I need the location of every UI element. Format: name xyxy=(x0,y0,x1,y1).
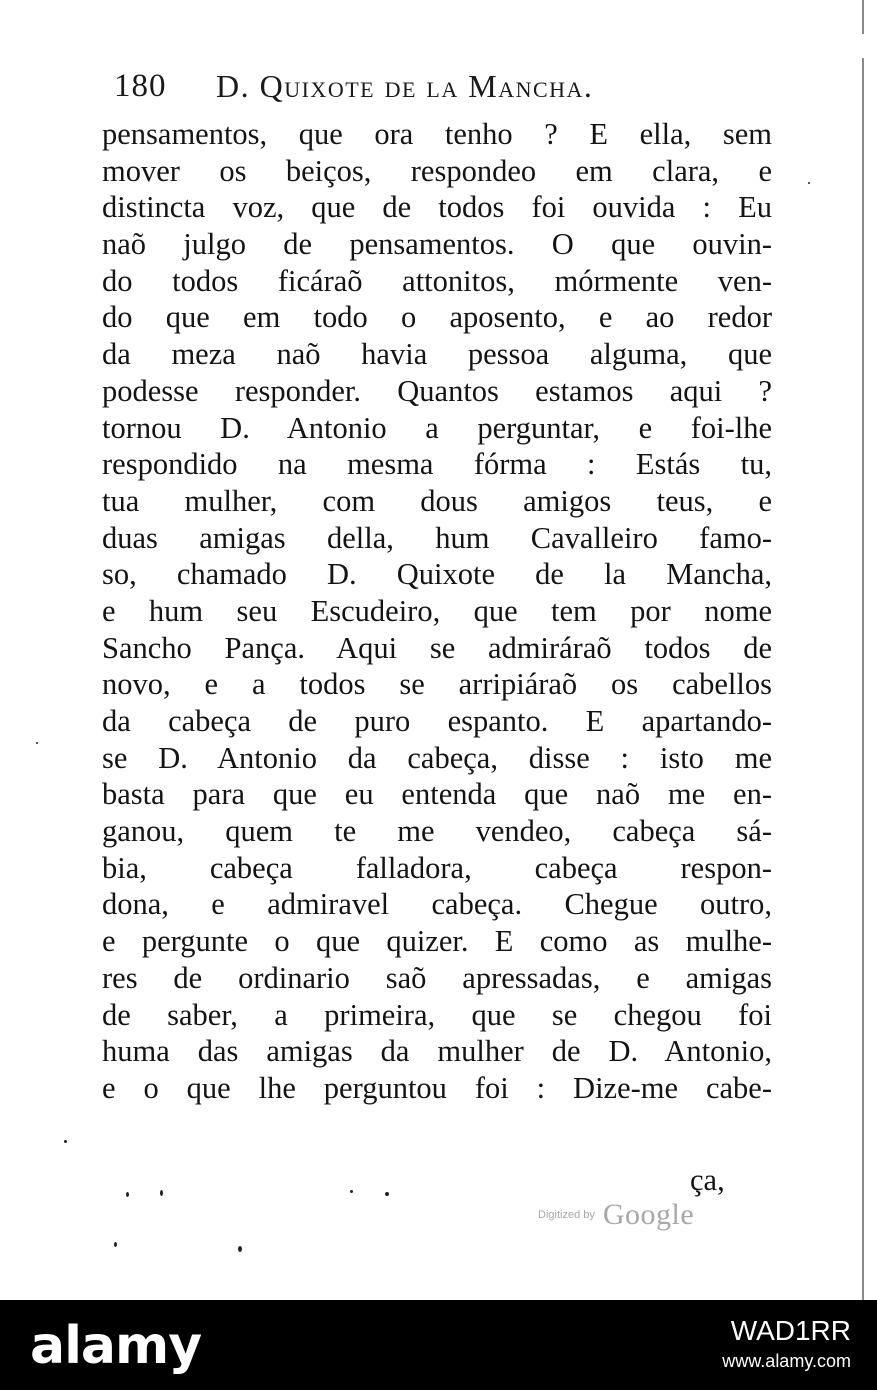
text-line: mover os beiços, respondeo em clara, e xyxy=(102,153,772,188)
text-line: bia, cabeça falladora, cabeça respon- xyxy=(102,850,772,885)
text-line: tua mulher, com dous amigos teus, e xyxy=(102,483,772,518)
alamy-logo: alamy xyxy=(30,1316,202,1376)
page-edge-line xyxy=(862,0,864,1300)
watermark-url: www.alamy.com xyxy=(722,1351,851,1371)
text-line: podesse responder. Quantos estamos aqui ? xyxy=(102,373,772,408)
text-line: e o que lhe perguntou foi : Dize-me cabe- xyxy=(102,1070,772,1105)
text-line: basta para que eu entenda que naõ me en- xyxy=(102,777,772,812)
text-line: novo, e a todos se arripiáraõ os cabellos xyxy=(102,667,772,702)
text-line: so, chamado D. Quixote de la Mancha, xyxy=(102,557,772,592)
text-line: se D. Antonio da cabeça, disse : isto me xyxy=(102,740,772,775)
text-line: pensamentos, que ora tenho ? E ella, sem xyxy=(102,117,772,151)
text-line: de saber, a primeira, que se chegou foi xyxy=(102,997,772,1032)
watermark-info xyxy=(722,1314,851,1374)
text-line: respondido na mesma fórma : Estás tu, xyxy=(102,447,772,482)
stock-watermark-bar xyxy=(0,1300,877,1390)
digitized-by-google xyxy=(538,1198,694,1232)
text-line: huma das amigas da mulher de D. Antonio, xyxy=(102,1034,772,1069)
ink-speck xyxy=(808,182,810,184)
ink-speck xyxy=(114,1242,117,1247)
page-header xyxy=(108,62,798,110)
text-line: e pergunte o que quizer. E como as mulhe- xyxy=(102,924,772,959)
text-line: ganou, quem te me vendeo, cabeça sá- xyxy=(102,814,772,849)
ink-speck xyxy=(64,1140,67,1143)
image-id: WAD1RR xyxy=(730,1315,851,1346)
ink-speck xyxy=(350,1190,353,1193)
text-line: do todos ficáraõ attonitos, mórmente ven- xyxy=(102,263,772,298)
text-line: da cabeça de puro espanto. E apartando- xyxy=(102,704,772,738)
ink-speck xyxy=(36,742,38,744)
ink-speck xyxy=(126,1192,129,1197)
body-text xyxy=(102,116,772,1107)
digitized-by-label: Digitized by xyxy=(538,1209,595,1221)
running-title: D. Quixote de la Mancha. xyxy=(216,68,594,104)
ink-speck xyxy=(160,1190,163,1196)
page-number: 180 xyxy=(114,68,167,104)
text-line: Sancho Pança. Aqui se admiráraõ todos de xyxy=(102,630,772,665)
text-line: da meza naõ havia pessoa alguma, que xyxy=(102,337,772,372)
text-line: duas amigas della, hum Cavalleiro famo- xyxy=(102,520,772,555)
google-logo: Google xyxy=(602,1198,695,1231)
text-line: e hum seu Escudeiro, que tem por nome xyxy=(102,593,772,628)
page-edge-gap xyxy=(858,34,868,58)
ink-speck xyxy=(238,1246,242,1252)
text-line: tornou D. Antonio a perguntar, e foi-lhe xyxy=(102,410,772,445)
text-line: naõ julgo de pensamentos. O que ouvin- xyxy=(102,227,772,262)
text-line: do que em todo o aposento, e ao redor xyxy=(102,300,772,335)
text-line: dona, e admiravel cabeça. Chegue outro, xyxy=(102,887,772,922)
text-line: res de ordinario saõ apressadas, e amigas xyxy=(102,960,772,995)
text-line: distincta voz, que de todos foi ouvida : Eu xyxy=(102,190,772,225)
catchword: ça, xyxy=(690,1163,725,1197)
ink-speck xyxy=(385,1192,389,1196)
